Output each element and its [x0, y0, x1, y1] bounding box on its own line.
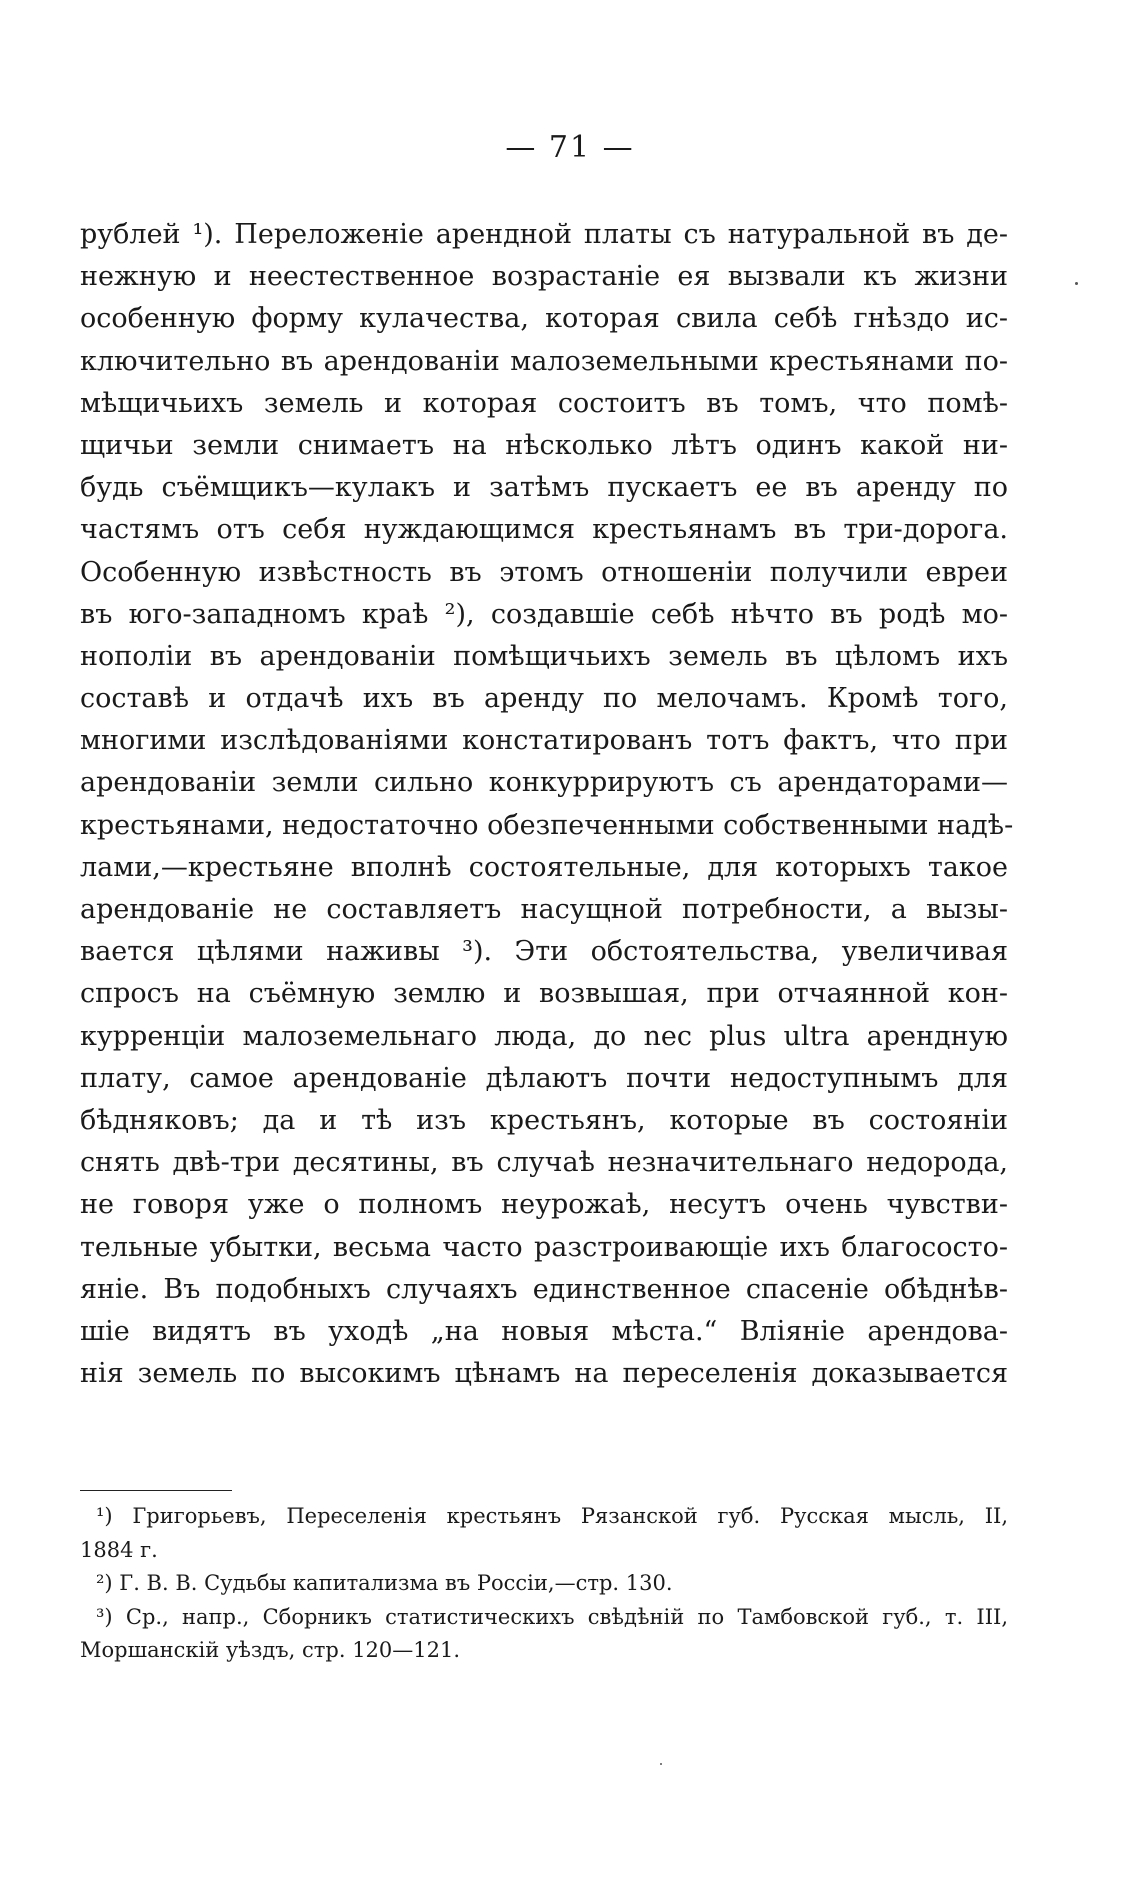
text-line: рублей ¹). Переложеніе арендной платы съ натуральной въ де-: [80, 219, 1008, 250]
text-line: будь съёмщикъ—кулакъ и затѣмъ пускаетъ ее въ аренду по: [80, 472, 1008, 504]
print-speck: [1075, 282, 1078, 285]
text-line: арендованіи земли сильно конкуррируютъ съ арендаторами—: [80, 767, 1008, 799]
text-line: снять двѣ-три десятины, въ случаѣ незначительнаго недорода,: [80, 1147, 1008, 1179]
text-line: щичьи земли снимаетъ на нѣсколько лѣтъ одинъ какой ни-: [80, 429, 1008, 461]
footnote-3-continued: Моршанскій уѣздъ, стр. 120—121.: [80, 1638, 461, 1662]
text-line: вается цѣлями наживы ³). Эти обстоятельства, увеличивая: [80, 936, 1008, 968]
text-line: бѣдняковъ; да и тѣ изъ крестьянъ, которые въ состояніи: [80, 1104, 1008, 1136]
text-line: курренціи малоземельнаго люда, до nec plus ultra арендную: [80, 1020, 1008, 1052]
page-number: — 71 —: [505, 130, 635, 165]
text-line: составѣ и отдачѣ ихъ въ аренду по мелочамъ. Кромѣ того,: [80, 683, 1008, 715]
footnote-3: ³) Ср., напр., Сборникъ статистическихъ свѣдѣній по Тамбовской губ., т. III,: [96, 1604, 1008, 1629]
text-line: тельные убытки, весьма часто разстроивающіе ихъ благососто-: [80, 1231, 1008, 1263]
footnotes: [80, 1500, 1008, 1668]
text-line: нополіи въ арендованіи помѣщичьихъ земель въ цѣломъ ихъ: [80, 640, 1008, 672]
text-line: мѣщичьихъ земель и которая состоитъ въ томъ, что помѣ-: [80, 387, 1008, 419]
text-line: особенную форму кулачества, которая свила себѣ гнѣздо ис-: [80, 303, 1008, 335]
text-line: плату, самое арендованіе дѣлаютъ почти недоступнымъ для: [80, 1062, 1008, 1094]
body-text: [80, 214, 1014, 1395]
text-line: частямъ отъ себя нуждающимся крестьянамъ въ три-дорога.: [80, 514, 1008, 546]
text-line: нежную и неестественное возрастаніе ея вызвали къ жизни: [80, 261, 1008, 293]
text-line: крестьянами, недостаточно обезпеченными собственными надѣ-: [80, 809, 1014, 841]
text-line: нія земель по высокимъ цѣнамъ на переселенія доказывается: [80, 1358, 1008, 1390]
text-line: шіе видятъ въ уходѣ „на новыя мѣста.“ Вліяніе арендова-: [80, 1315, 1008, 1347]
footnote-1: ¹) Григорьевъ, Переселенія крестьянъ Рязанской губ. Русская мысль, II,: [96, 1504, 1008, 1528]
text-line: въ юго-западномъ краѣ ²), создавшіе себѣ нѣчто въ родѣ мо-: [80, 598, 1008, 630]
text-line: яніе. Въ подобныхъ случаяхъ единственное спасеніе обѣднѣв-: [80, 1273, 1008, 1305]
text-line: Особенную извѣстность въ этомъ отношеніи получили евреи: [80, 556, 1008, 588]
text-line: ключительно въ арендованіи малоземельными крестьянами по-: [80, 345, 1008, 377]
print-speck: [660, 1763, 662, 1765]
text-line: лами,—крестьяне вполнѣ состоятельные, для которыхъ такое: [80, 851, 1008, 883]
text-line: арендованіе не составляетъ насущной потребности, а вызы-: [80, 894, 1008, 925]
footnote-1-continued: 1884 г.: [80, 1537, 158, 1562]
text-line: многими изслѣдованіями констатированъ тотъ фактъ, что при: [80, 725, 1008, 757]
text-line: спросъ на съёмную землю и возвышая, при отчаянной кон-: [80, 978, 1008, 1010]
footnote-2: ²) Г. В. В. Судьбы капитализма въ Россіи,—стр. 130.: [96, 1571, 673, 1595]
footnote-rule: [80, 1490, 232, 1491]
text-line: не говоря уже о полномъ неурожаѣ, несутъ очень чувстви-: [80, 1189, 1008, 1221]
